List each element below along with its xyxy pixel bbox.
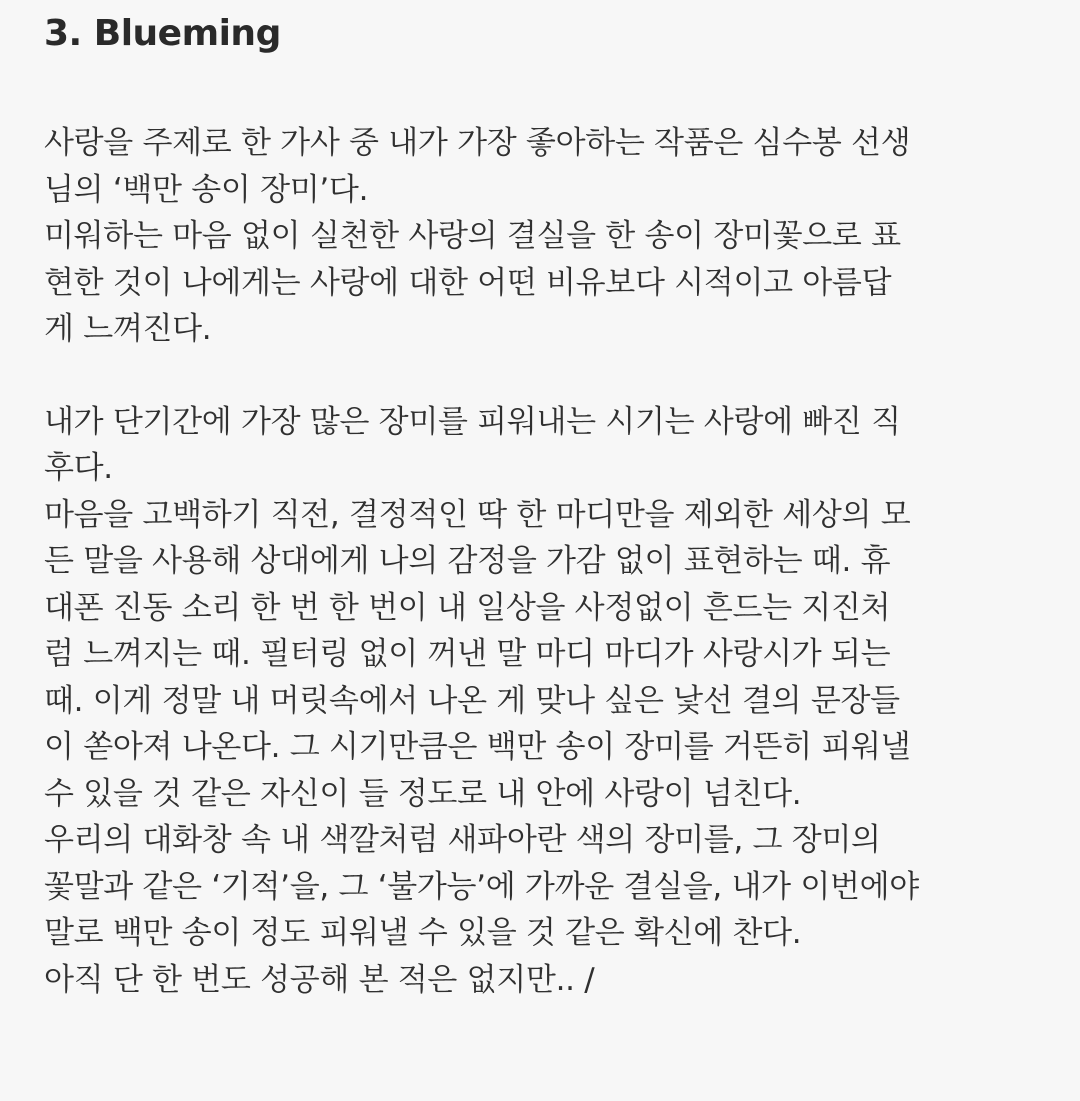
paragraph-gap <box>44 353 1044 399</box>
paragraph-5: 우리의 대화창 속 내 색깔처럼 새파아란 색의 장미를, 그 장미의 꽃말과 같은 ‘기적’을, 그 ‘불가능’에 가까운 결실을, 내가 이번에야 말로 백만 송이 정도 피워낼 수 있을 것 같은 확신에 찬다. <box>44 822 919 951</box>
paragraph-4: 마음을 고백하기 직전, 결정적인 딱 한 마디만을 제외한 세상의 모 든 말을 사용해 상대에게 나의 감정을 가감 없이 표현하는 때. 휴 대폰 진동 소리 한 번 한 번이 내 일상을 사정없이 흔드는 지진처 럼 느껴지는 때. 필터링 없이 꺼낸 말 마디 마디가 사랑시가 되는 때. 이게 정말 내 머릿속에서 나온 게 맞나 싶은 낯선 결의 문장들 이 쏟아져 나온다. 그 시기만큼은 백만 송이 장미를 거뜬히 피워낼 수 있을 것 같은 자신이 들 정도로 내 안에 사랑이 넘친다. <box>44 496 911 812</box>
document-title: 3. Blueming <box>44 13 281 54</box>
paragraph-6: 아직 단 한 번도 성공해 본 적은 없지만.. / <box>44 961 595 998</box>
paragraph-1: 사랑을 주제로 한 가사 중 내가 가장 좋아하는 작품은 심수봉 선생 님의 ‘백만 송이 장미’다. <box>44 125 911 208</box>
document-body <box>44 10 1044 1003</box>
paragraph-2: 미워하는 마음 없이 실천한 사랑의 결실을 한 송이 장미꽃으로 표 현한 것이 나에게는 사랑에 대한 어떤 비유보다 시적이고 아름답 게 느껴진다. <box>44 218 901 347</box>
paragraph-3: 내가 단기간에 가장 많은 장미를 피워내는 시기는 사랑에 빠진 직 후다. <box>44 403 901 486</box>
